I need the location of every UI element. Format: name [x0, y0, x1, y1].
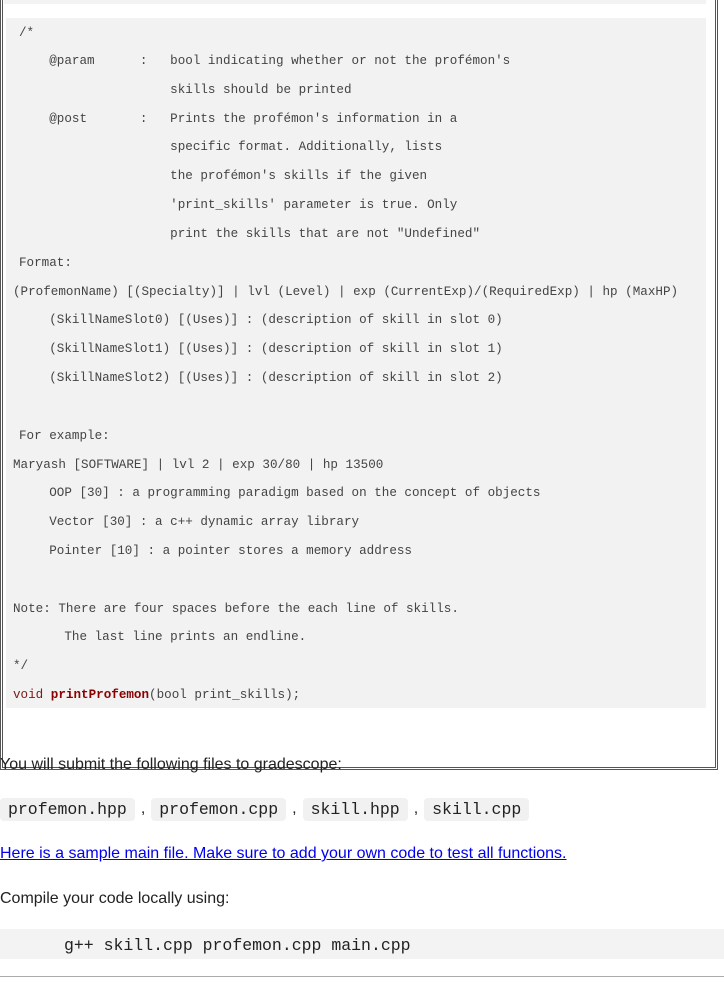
code-line: Format:: [19, 256, 72, 270]
function-declaration: [13, 688, 300, 702]
file-separator: ,: [292, 800, 297, 817]
code-line: */: [13, 659, 29, 673]
code-line: (SkillNameSlot2) [(Uses)] : (description of skill in slot 2): [19, 371, 503, 385]
previous-block-edge: [4, 0, 706, 4]
code-line: 'print_skills' parameter is true. Only: [19, 198, 458, 212]
code-line: skills should be printed: [19, 83, 352, 97]
code-line: print the skills that are not "Undefined": [19, 227, 481, 241]
code-line: For example:: [19, 429, 110, 443]
code-line: Maryash [SOFTWARE] | lvl 2 | exp 30/80 | hp 13500: [13, 458, 384, 472]
file-chip: skill.hpp: [303, 798, 408, 821]
file-chip: profemon.cpp: [151, 798, 286, 821]
compile-command-block: [0, 929, 724, 959]
file-chip: profemon.hpp: [0, 798, 135, 821]
code-line: /*: [19, 26, 35, 40]
code-line: (SkillNameSlot0) [(Uses)] : (description of skill in slot 0): [19, 313, 503, 327]
compile-command: g++ skill.cpp profemon.cpp main.cpp: [64, 936, 411, 955]
code-line: the profémon's skills if the given: [19, 169, 428, 183]
compile-instructions: Compile your code locally using:: [0, 890, 230, 907]
divider: [0, 976, 724, 977]
code-line: OOP [30] : a programming paradigm based on the concept of objects: [19, 486, 541, 500]
code-block: [6, 18, 706, 708]
code-line: Pointer [10] : a pointer stores a memory address: [19, 544, 412, 558]
code-line: (ProfemonName) [(Specialty)] | lvl (Level) | exp (CurrentExp)/(RequiredExp) | hp (MaxHP): [13, 285, 679, 299]
file-chip: skill.cpp: [424, 798, 529, 821]
file-separator: ,: [413, 800, 419, 817]
submit-instructions: You will submit the following files to gradescope:: [0, 756, 342, 773]
file-list: [0, 797, 529, 821]
function-name: printProfemon: [50, 688, 150, 702]
code-line: @param : bool indicating whether or not the profémon's: [19, 54, 511, 68]
code-line: The last line prints an endline.: [19, 630, 307, 644]
sample-main-link[interactable]: Here is a sample main file. Make sure to add your own code to test all functions.: [0, 845, 567, 862]
code-line: (SkillNameSlot1) [(Uses)] : (description of skill in slot 1): [19, 342, 503, 356]
return-type: void: [13, 688, 44, 702]
function-params: (bool print_skills);: [149, 688, 301, 702]
code-line: Note: There are four spaces before the each line of skills.: [13, 602, 459, 616]
code-line: @post : Prints the profémon's information in a: [19, 112, 458, 126]
code-line: specific format. Additionally, lists: [19, 140, 443, 154]
file-separator: ,: [140, 800, 146, 817]
code-line: Vector [30] : a c++ dynamic array library: [19, 515, 360, 529]
